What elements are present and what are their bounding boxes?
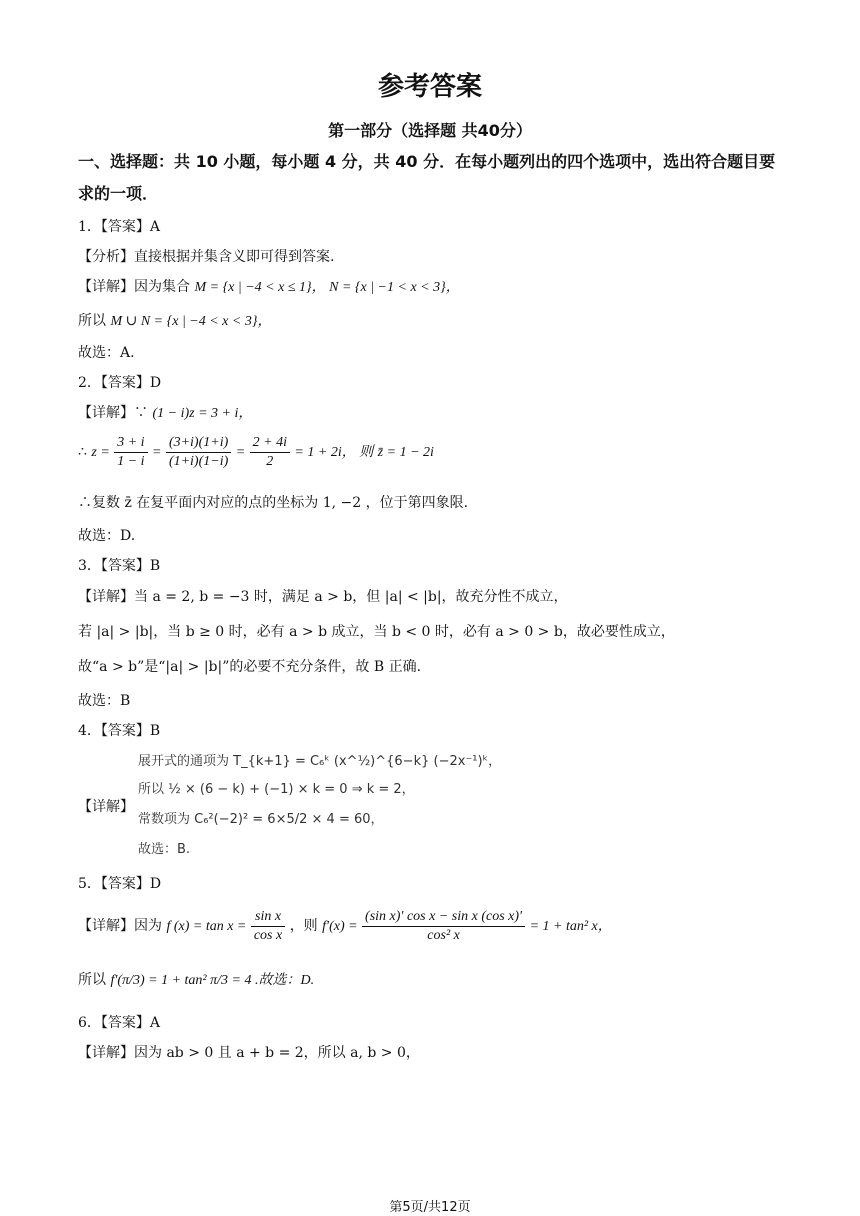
q4-img-line2: 所以 ½ × (6 − k) + (−1) × k = 0 ⇒ k = 2，	[138, 782, 415, 797]
q2-frac2-den: (1+i)(1−i)	[168, 453, 229, 469]
q2-frac2-num: (3+i)(1+i)	[166, 434, 231, 453]
q1-answer: 1．【答案】A	[78, 219, 161, 235]
q4-detail-label: 【详解】	[78, 799, 134, 815]
page-title: 参考答案	[377, 72, 482, 102]
q2-point: ∴复数 z̄ 在复平面内对应的点的坐标为 1, −2 ，位于第四象限.	[78, 495, 469, 511]
part-subtitle: 第一部分（选择题 共40分）	[328, 121, 532, 140]
q5-answer: 5．【答案】D	[78, 876, 162, 892]
q5-deriv-num: (sin x)′ cos x − sin x (cos x)′	[362, 908, 525, 927]
q6-answer: 6．【答案】A	[78, 1015, 161, 1031]
q2-frac1-num: 3 + i	[114, 434, 147, 453]
q2-frac3-num: 2 + 4i	[250, 434, 290, 453]
q5-then: ，则	[289, 918, 318, 934]
q5-detail-prefix: 【详解】因为	[78, 918, 162, 934]
q5-fpx: f′(x) =	[322, 919, 358, 934]
q2-frac1-den: 1 − i	[117, 453, 145, 469]
q5-deriv-frac	[362, 908, 525, 945]
q5-final-math: f′(π/3) = 1 + tan² π/3 = 4 .故选：D.	[110, 973, 315, 988]
q3-line2: 若 |a| > |b|，当 b ≥ 0 时，必有 a > b 成立，当 b < 0 时，必有 a > 0 > b，故必要性成立，	[78, 624, 675, 640]
q2-answer: 2．【答案】D	[78, 375, 162, 391]
q3-line3: 故“a > b”是“|a| > |b|”的必要不充分条件，故 B 正确.	[78, 659, 422, 675]
q3-choose: 故选：B	[78, 693, 131, 709]
q2-conj: z̄ = 1 − 2i	[377, 445, 434, 460]
q1-so-prefix: 所以	[78, 313, 106, 329]
q4-solution-image	[136, 746, 502, 858]
q5-final	[78, 969, 314, 992]
q2-frac3	[250, 434, 290, 471]
q2-detail-math: (1 − i)z = 3 + i，	[152, 406, 253, 421]
q4-img-line3: 常数项为 C₆²(−2)² = 6×5/2 × 4 = 60，	[138, 812, 384, 827]
q4-img-line1: 展开式的通项为 T_{k+1} = C₆ᵏ (x^½)^{6−k} (−2x⁻¹)ᵏ，	[138, 754, 502, 769]
q3-line1: 【详解】当 a = 2, b = −3 时，满足 a > b，但 |a| < |b|，故充分性不成立，	[78, 589, 568, 605]
q2-detail	[78, 402, 252, 425]
q2-tail: = 1 + 2i， 则	[294, 445, 374, 460]
q2-calc	[78, 432, 434, 473]
q2-frac2	[166, 434, 231, 471]
q5-cos-den: cos x	[253, 927, 283, 943]
q2-choose: 故选：D.	[78, 528, 136, 544]
q2-z-eq: z =	[91, 445, 110, 460]
q1-so-math: M ∪ N = {x | −4 < x < 3}，	[110, 314, 272, 329]
q5-tan-frac	[251, 908, 285, 945]
q2-eq-sign-2: =	[235, 445, 246, 460]
q1-so	[78, 310, 271, 333]
q5-fx: f (x) = tan x =	[166, 919, 247, 934]
q1-detail	[78, 276, 460, 299]
q5-so: 所以	[78, 972, 106, 988]
q2-frac3-den: 2	[266, 453, 274, 469]
q5-sin-num: sin x	[251, 908, 285, 927]
q1-detail-math: M = {x | −4 < x ≤ 1}， N = {x | −1 < x < 3}，	[194, 280, 460, 295]
q1-detail-prefix: 【详解】因为集合	[78, 279, 190, 295]
q2-eq-sign: =	[152, 445, 162, 460]
q1-choose: 故选：A.	[78, 345, 135, 361]
q4-answer: 4．【答案】B	[78, 723, 161, 739]
q1-analysis: 【分析】直接根据并集含义即可得到答案.	[78, 249, 335, 265]
q5-deriv-den: cos² x	[427, 927, 460, 943]
page-footer: 第5页/共12页	[389, 1200, 471, 1215]
q6-detail: 【详解】因为 ab > 0 且 a + b = 2，所以 a, b > 0，	[78, 1045, 420, 1061]
q5-deriv-tail: = 1 + tan² x，	[529, 919, 612, 934]
q2-detail-prefix: 【详解】∵	[78, 405, 148, 421]
section-heading: 一、选择题：共 10 小题，每小题 4 分，共 40 分．在每小题列出的四个选项中，选出符合题目要求的一项．	[78, 152, 776, 203]
q5-detail	[78, 906, 612, 947]
q4-img-line4: 故选：B.	[138, 842, 191, 857]
q3-answer: 3．【答案】B	[78, 558, 161, 574]
q2-frac1	[114, 434, 147, 471]
q2-therefore: ∴	[78, 444, 87, 460]
